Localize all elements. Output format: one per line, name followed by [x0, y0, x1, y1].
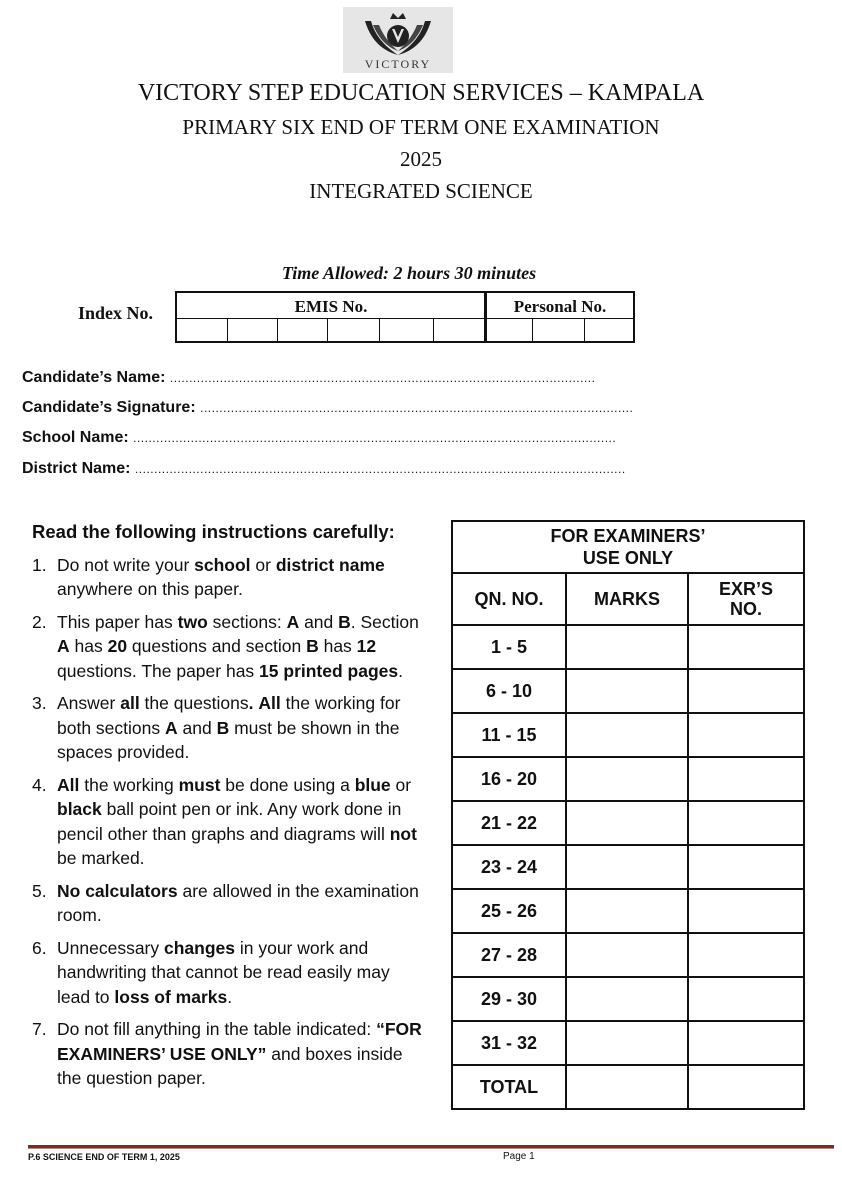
school-name-dots: ..............................................................................................................................	[133, 431, 617, 445]
marks-cell[interactable]	[566, 977, 688, 1021]
candidate-signature-field[interactable]	[22, 399, 633, 417]
instruction-number: 2.	[32, 611, 47, 632]
marks-cell[interactable]	[566, 713, 688, 757]
instruction-item	[32, 936, 427, 1010]
qn-range-cell: 29 - 30	[452, 977, 566, 1021]
table-row	[452, 889, 804, 933]
col-marks: MARKS	[566, 573, 688, 625]
instruction-text: two	[177, 611, 208, 632]
footer-divider	[28, 1145, 834, 1149]
instruction-text: “FOR EXAMINERS’ USE ONLY”	[57, 1019, 422, 1064]
table-row	[452, 713, 804, 757]
instruction-text: Do not write your	[57, 554, 195, 575]
instruction-text: loss of marks	[114, 986, 228, 1007]
candidate-name-label: Candidate’s Name:	[22, 369, 166, 386]
table-row	[452, 1021, 804, 1065]
instruction-text: 12	[356, 636, 377, 656]
marks-cell[interactable]	[566, 757, 688, 801]
instruction-text: .	[398, 660, 403, 681]
instruction-text: .	[227, 986, 233, 1007]
instruction-text: the working for both sections	[57, 693, 401, 738]
instruction-text: or	[390, 774, 412, 795]
instruction-text: must	[178, 774, 221, 795]
instruction-text: black	[57, 799, 102, 819]
emis-label: EMIS No.	[294, 297, 368, 316]
emis-box[interactable]	[434, 319, 484, 343]
district-name-label: District Name:	[22, 460, 131, 477]
instruction-number: 3.	[32, 693, 47, 713]
instruction-text: are allowed in the examination room.	[57, 880, 419, 925]
qn-range-cell: 1 - 5	[452, 625, 566, 669]
school-name-label: School Name:	[22, 429, 129, 446]
table-row	[452, 625, 804, 669]
col-exr-line2: NO.	[729, 599, 762, 619]
instruction-text: has	[69, 636, 108, 656]
logo-text: VICTORY	[364, 57, 432, 71]
marks-cell[interactable]	[566, 669, 688, 713]
instruction-text: blue	[354, 774, 391, 795]
instruction-text: school	[194, 554, 251, 575]
personal-no-label: Personal No.	[513, 297, 607, 316]
exam-year: 2025	[400, 147, 442, 171]
exr-no-cell[interactable]	[688, 933, 804, 977]
school-name-field[interactable]	[22, 429, 616, 447]
instruction-text: in your work and handwriting that cannot be read easily may lead to	[57, 937, 390, 1007]
instruction-number: 7.	[32, 1019, 47, 1039]
candidate-signature-dots: .................................................................................................................	[200, 401, 634, 415]
emis-box[interactable]	[177, 319, 227, 343]
candidate-signature-label: Candidate’s Signature:	[22, 399, 196, 416]
instruction-text: .	[248, 693, 254, 713]
instruction-number: 6.	[32, 937, 47, 958]
qn-range-cell: 6 - 10	[452, 669, 566, 713]
instruction-text: must be shown in the spaces provided.	[57, 717, 400, 762]
qn-range-cell: 23 - 24	[452, 845, 566, 889]
footer-title: P.6 SCIENCE END OF TERM 1, 2025	[28, 1152, 180, 1162]
exr-no-cell[interactable]	[688, 625, 804, 669]
index-label: Index No.	[78, 303, 154, 323]
instruction-text: Do not fill anything in the table indicated:	[57, 1019, 377, 1039]
instruction-item	[32, 553, 427, 602]
crown-v-emblem-icon	[343, 7, 453, 59]
instruction-text: has	[318, 636, 357, 656]
instruction-text: and boxes inside the question paper.	[57, 1043, 403, 1088]
personal-no-box[interactable]	[585, 319, 633, 343]
victory-logo	[343, 7, 453, 73]
qn-range-cell: 25 - 26	[452, 889, 566, 933]
qn-range-cell: 11 - 15	[452, 713, 566, 757]
instruction-text: anywhere on this paper.	[57, 579, 243, 599]
qn-range-cell: 16 - 20	[452, 757, 566, 801]
exr-no-cell[interactable]	[688, 757, 804, 801]
instruction-text: . Section	[350, 611, 419, 632]
exr-no-cell[interactable]	[688, 713, 804, 757]
marks-cell[interactable]	[566, 845, 688, 889]
instructions-title: Read the following instructions carefully:	[32, 521, 395, 542]
instruction-item	[32, 879, 427, 928]
instructions-list	[32, 553, 427, 1091]
table-row	[452, 801, 804, 845]
candidate-name-field[interactable]	[22, 369, 595, 387]
instruction-item	[32, 610, 427, 684]
examiners-title-line1: FOR EXAMINERS’	[550, 526, 706, 546]
instruction-text: be done using a	[220, 774, 355, 795]
table-row	[452, 977, 804, 1021]
instruction-text: sections:	[207, 611, 287, 632]
table-row	[452, 1065, 804, 1109]
instruction-text: All	[57, 774, 80, 795]
table-row	[452, 669, 804, 713]
examiners-title-line2: USE ONLY	[582, 548, 674, 568]
qn-range-cell: 27 - 28	[452, 933, 566, 977]
instruction-text: district name	[275, 554, 385, 575]
col-qn-no: QN. NO.	[452, 573, 566, 625]
instruction-text: the working	[79, 774, 179, 795]
qn-range-cell: TOTAL	[452, 1065, 566, 1109]
table-row	[452, 933, 804, 977]
instruction-text: the questions	[139, 693, 249, 713]
instruction-text: A	[164, 717, 178, 738]
instruction-text: Unnecessary	[57, 937, 164, 958]
instruction-text: not	[389, 823, 417, 844]
exr-no-cell[interactable]	[688, 977, 804, 1021]
col-exr-no	[688, 573, 804, 625]
marks-cell[interactable]	[566, 1065, 688, 1109]
examiners-table-title	[452, 521, 804, 573]
district-name-dots: ................................................................................................................................	[134, 462, 626, 476]
instruction-item	[32, 1017, 427, 1091]
page-number: Page 1	[503, 1151, 535, 1162]
exam-title: PRIMARY SIX END OF TERM ONE EXAMINATION	[182, 115, 660, 139]
marks-cell[interactable]	[566, 625, 688, 669]
instruction-text: or	[250, 554, 276, 575]
instruction-number: 4.	[32, 774, 47, 795]
exr-no-cell[interactable]	[688, 889, 804, 933]
exr-no-cell[interactable]	[688, 1021, 804, 1065]
instruction-text: changes	[164, 937, 235, 958]
school-title: VICTORY STEP EDUCATION SERVICES – KAMPALA	[137, 80, 705, 106]
instruction-item	[32, 773, 427, 871]
index-number-grid	[175, 291, 635, 343]
exr-no-cell[interactable]	[688, 845, 804, 889]
time-allowed: Time Allowed: 2 hours 30 minutes	[281, 263, 537, 283]
emis-box[interactable]	[328, 319, 379, 343]
table-row	[452, 757, 804, 801]
instruction-text: All	[258, 693, 281, 713]
personal-no-box[interactable]	[533, 319, 584, 343]
instruction-text: questions and section	[127, 636, 307, 656]
instruction-text: 15 printed pages	[259, 660, 399, 681]
instructions	[32, 520, 427, 1099]
marks-cell[interactable]	[566, 801, 688, 845]
emis-box[interactable]	[380, 319, 433, 343]
instruction-text: and	[299, 611, 339, 632]
instruction-text: A	[286, 611, 300, 632]
exr-no-cell[interactable]	[688, 669, 804, 713]
instruction-text: This paper has	[57, 611, 178, 632]
instruction-text: 20	[107, 636, 128, 656]
marks-cell[interactable]	[566, 1021, 688, 1065]
col-exr-line1: EXR’S	[718, 579, 774, 599]
instruction-text: Answer	[57, 693, 121, 713]
marks-cell[interactable]	[566, 889, 688, 933]
personal-no-box[interactable]	[486, 319, 532, 343]
instruction-text: No calculators	[57, 880, 178, 901]
examiners-table	[451, 520, 805, 1110]
instruction-text: questions. The paper has	[57, 660, 260, 681]
table-row	[452, 845, 804, 889]
instruction-text: B	[338, 611, 351, 632]
emis-box[interactable]	[228, 319, 277, 343]
subject-title: INTEGRATED SCIENCE	[309, 179, 533, 203]
instruction-text: and	[177, 717, 217, 738]
exr-no-cell[interactable]	[688, 801, 804, 845]
emis-box[interactable]	[278, 319, 327, 343]
instruction-text: B	[216, 717, 230, 738]
marks-cell[interactable]	[566, 933, 688, 977]
instruction-item	[32, 691, 427, 765]
exr-no-cell[interactable]	[688, 1065, 804, 1109]
instruction-text: B	[306, 636, 319, 656]
district-name-field[interactable]	[22, 460, 626, 478]
candidate-name-dots: ...............................................................................................................	[169, 371, 596, 385]
instruction-text: A	[57, 636, 70, 656]
instruction-text: ball point pen or ink. Any work done in pencil other than graphs and diagrams will	[57, 799, 402, 844]
instruction-text: be marked.	[57, 848, 145, 868]
instruction-number: 5.	[32, 880, 47, 901]
qn-range-cell: 21 - 22	[452, 801, 566, 845]
qn-range-cell: 31 - 32	[452, 1021, 566, 1065]
instruction-text: all	[120, 693, 140, 713]
instruction-number: 1.	[32, 554, 47, 575]
